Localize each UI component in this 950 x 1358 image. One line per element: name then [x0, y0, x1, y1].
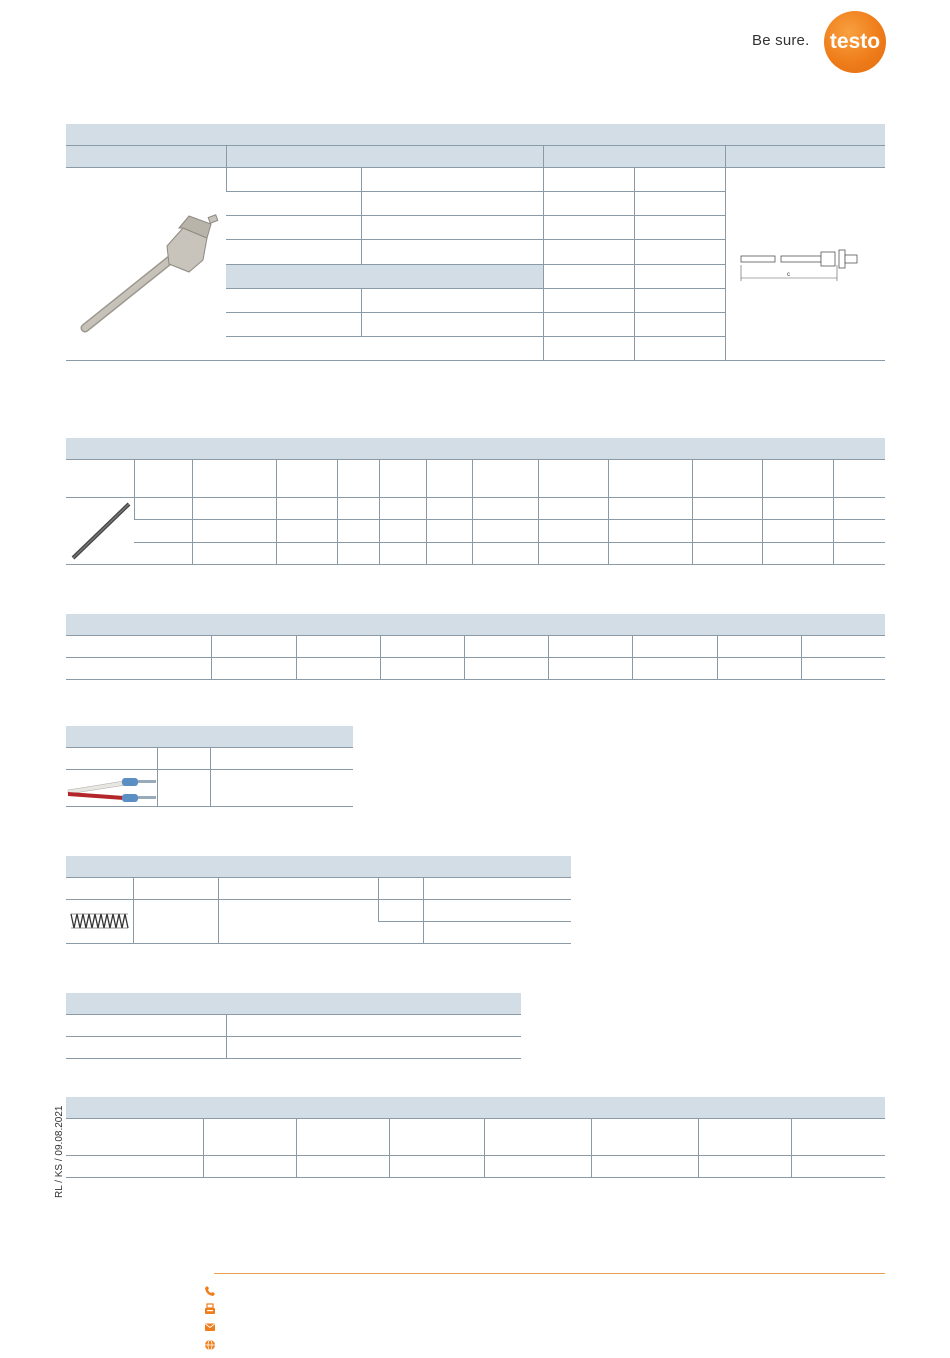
table-row	[66, 542, 885, 564]
spec-table	[66, 614, 885, 680]
fax-icon	[204, 1303, 216, 1315]
phone-icon	[204, 1285, 216, 1297]
spring-image	[66, 900, 133, 944]
table-row	[66, 1037, 521, 1059]
table-row	[66, 770, 353, 807]
mail-icon	[204, 1321, 216, 1333]
table-header-row	[66, 1119, 885, 1156]
document-revision-note: RL / KS / 09.08.2021	[54, 1105, 65, 1198]
probe-table	[66, 438, 885, 565]
table-title-bar	[66, 856, 571, 878]
table-row	[66, 498, 885, 520]
globe-icon	[204, 1339, 216, 1351]
table-title-bar	[66, 1097, 885, 1119]
table-title-bar	[66, 124, 885, 146]
table-header-row	[66, 748, 353, 770]
table-title-bar	[66, 438, 885, 460]
testo-logo[interactable]: testo	[824, 11, 886, 73]
table-row	[66, 900, 571, 922]
brand-slogan: Be sure.	[752, 32, 810, 49]
table-title-bar	[66, 614, 885, 636]
dimension-drawing	[725, 168, 885, 361]
product-photo	[66, 168, 226, 361]
table-row	[66, 636, 885, 658]
connection-table	[66, 726, 353, 807]
table-row	[66, 1015, 521, 1037]
probe-rod-image	[66, 498, 134, 565]
table-row	[66, 520, 885, 542]
info-table	[66, 993, 521, 1059]
table-header-row	[66, 146, 885, 168]
table-row	[66, 658, 885, 680]
dimension-label: c	[787, 272, 791, 278]
spring-table	[66, 856, 571, 944]
product-table	[66, 124, 885, 361]
table-title-bar	[66, 726, 353, 748]
table-row	[66, 168, 885, 192]
table-title-bar	[66, 993, 521, 1015]
table-header-row	[66, 878, 571, 900]
table-row	[66, 1156, 885, 1178]
order-table	[66, 1097, 885, 1178]
footer-divider	[214, 1273, 885, 1274]
wire-ends-image	[66, 770, 157, 807]
table-header-row	[66, 460, 885, 498]
